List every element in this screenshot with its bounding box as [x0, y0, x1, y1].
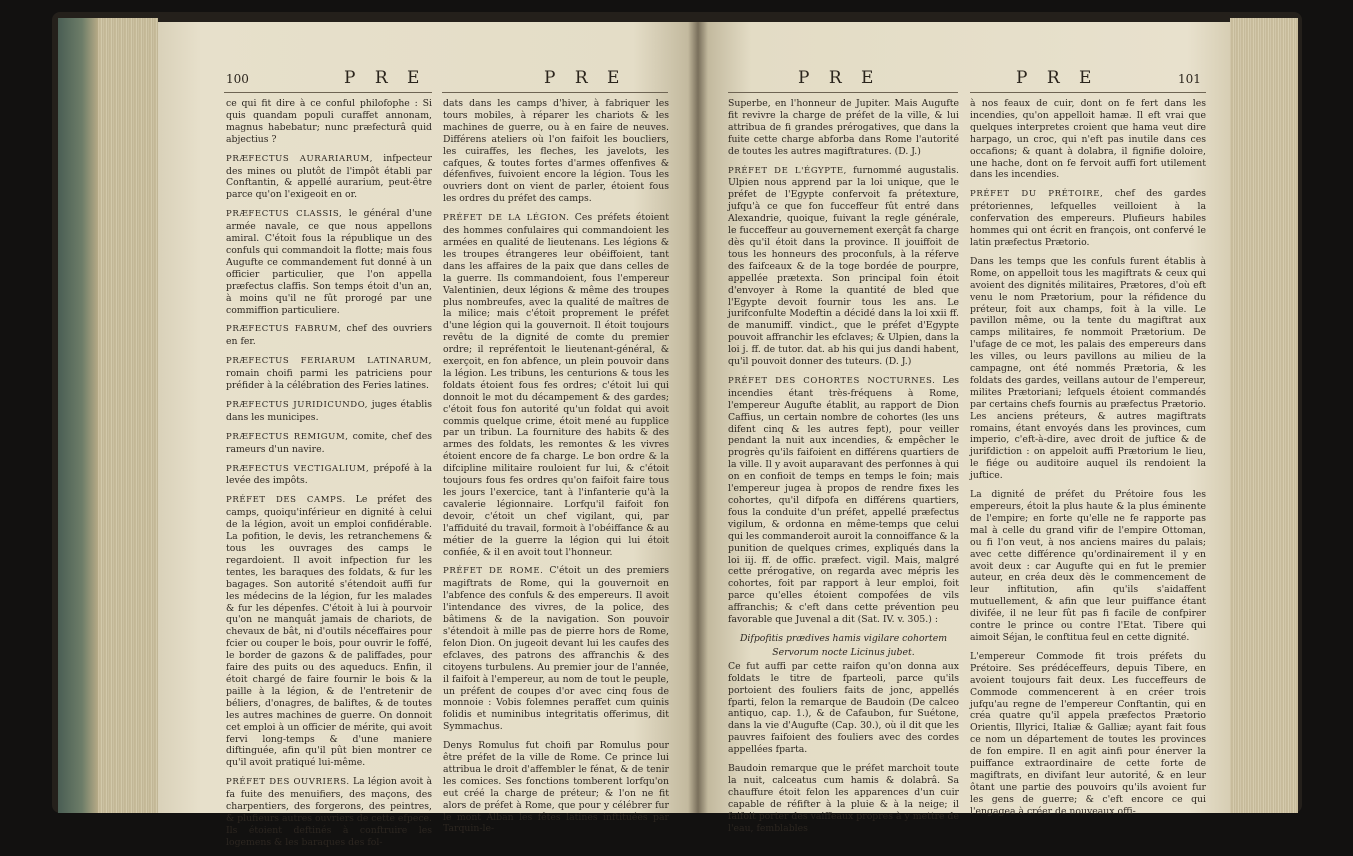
- entry-text: C'étoit un des premiers magiftrats de Rome, qui la gouvernoit en l'abfence des confuls & des empereurs. Il avoit l'intendance des vivres, de la police, des bâtimens & de la navigation. Son pouvoir s'étendoit à mille pas de pierre hors de Rome, felon Dion. On jugeoit devant lui les caufes des efclaves, des patrons des affranchis & des citoyens turbulens. Au premier jour de l'année, il faifoit à l'empereur, au nom de tout le peuple, un préfent de coupes d'or avec cinq fous de monnoie : Vobis folemnes peraffet cum quinis folidis et numinibus integritatis offerimus, dit Symmachus.: [443, 565, 669, 733]
- left-header-rule-2: [442, 92, 668, 93]
- article-paragraph: [226, 776, 432, 848]
- article-paragraph: [443, 565, 669, 733]
- entry-text: Ces préfets étoient des hommes confulaires qui commandoient les armées en qualité de lieutenans. Les légions & les troupes étrangeres leur obéiffoient, tant dans les affaires de la paix que dans celles de la guerre. Ils commandoient, fous l'empereur Valentinien, deux légions & même des troupes plus nombreufes, avec la qualité de maîtres de la milice; mais c'étoit proprement le préfet d'une légion qui la gouvernoit. Il étoit toujours revêtu de la dignité de comte du premier ordre; il repréfentoit le lieutenant-général, & exerçoit, en fon abfence, un plein pouvoir dans la légion. Les tribuns, les centurions & tous les foldats étoient fous fes ordres; c'étoit lui qui donnoit le mot du décampement & des gardes; c'étoit fous fon autorité qu'un foldat qui avoit commis quelque crime, étoit mené au fupplice par un tribun. La fourniture des habits & des armes des foldats, les remontes & les vivres étoient encore de fa charge. Le bon ordre & la difcipline militaire rouloient fur lui, & c'étoit toujours fous fes ordres qu'on faifoit faire tous les jours l'exercice, tant à l'infanterie qu'à la cavalerie légionnaire. Lorfqu'il faifoit fon devoir, c'étoit un chef vigilant, qui, par l'affiduité du travail, formoit à l'obéiffance & au métier de la guerre la légion qui lui étoit confiée, & il en avoit tout l'honneur.: [443, 212, 669, 558]
- entry-headword: PRÉFET DE LA LÉGION.: [443, 213, 570, 224]
- entry-text: Les incendies étant très-fréquens à Rome, l'empereur Augufte établit, au rapport de Dion Caffius, un certain nombre de cohortes (les uns difent cinq & les autres fept), pour veiller pendant la nuit aux incendies, & empêcher le progrès qu'ils faifoient en différens quartiers de la ville. Il y avoit auparavant des perfonnes à qui on en confioit de temps en temps le foin; mais l'empereur jugea à propos de rendre fixes les cohortes, qu'il difpofa en différens quartiers, fous la conduite d'un préfet, appellé præfectus vigilum, & ordonna en même-temps que celui qui les commanderoit auroit la connoiffance & la punition de quelques crimes, expliqués dans la loi iij. ff. de offic. præfect. vigil. Mais, malgré cette prérogative, on regarda avec mépris les cohortes, foit par rapport à leur emploi, foit parce qu'elles étoient compofées de vils affranchis; & c'eft dans cette prévention peu favorable que Juvenal a dit (Sat. IV. v. 305.) :: [728, 374, 959, 626]
- entry-text: La dignité de préfet du Prétoire fous les empereurs, étoit la plus haute & la plus éminente de l'empire; en forte qu'elle ne fe rapporte pas mal à celle du grand vifir de l'empire Ottoman, ou fi l'on veut, à nos anciens maires du palais; avec cette différence qu'ordinairement il y en avoit deux : car Augufte qui en fut le premier auteur, en créa deux dès le commencement de leur inftitution, afin qu'ils s'aidaffent mutuellement, & afin que leur puiffance étant divifée, il ne leur fût pas fi facile de confpirer contre le prince ou contre l'Etat. Tibere qui aimoit Séjan, le conftitua feul en cette dignité.: [970, 489, 1206, 643]
- entry-text: juges établis dans les municipes.: [226, 398, 432, 423]
- right-page-number: 101: [1178, 72, 1201, 86]
- right-page-edges: [1230, 18, 1298, 813]
- right-page: [698, 22, 1230, 834]
- entry-text: à nos feaux de cuir, dont on fe fert dans les incendies, qu'on appelloit hamæ. Il eft vrai que quelques interpretes croient que hama veut dire harpago, un croc, qui n'eft pas inutile dans ces occafions; & quant à dolabra, il fignifie doloire, une hache, dont on fe fervoit auffi fort utilement dans les incendies.: [970, 98, 1206, 181]
- entry-headword: PRÆFECTUS CLASSIS,: [226, 209, 343, 220]
- right-header-rule-2: [970, 92, 1206, 93]
- article-paragraph: [226, 323, 432, 348]
- entry-text: Denys Romulus fut choifi par Romulus pour être préfet de la ville de Rome. Ce prince lui attribua le droit d'affembler le fénat, & de tenir les comices. Ses fonctions tomberent lorfqu'on eut créé la charge de préteur; & l'on ne fit alors de préfet à Rome, que pour y célébrer fur le mont Alban les fêtes latines inftituées par Tarquin-le-: [443, 740, 669, 835]
- left-page-column-1: [226, 98, 432, 856]
- article-paragraph: [970, 188, 1206, 249]
- left-header-rule-1: [224, 92, 432, 93]
- entry-headword: PRÆFECTUS FABRUM,: [226, 324, 342, 335]
- article-paragraph: [226, 355, 432, 392]
- entry-text: Le préfet des camps, quoiqu'inférieur en dignité à celui de la légion, avoit un emploi confidérable. La pofition, le devis, les retranchemens & tous les ouvrages des camps le regardoient. Il avoit infpection fur les tentes, les baraques des foldats, & fur les bagages. Son autorité s'étendoit auffi fur les médecins de la légion, fur les malades & fur les dépenfes. C'étoit à lui à pourvoir qu'on ne manquât jamais de chariots, de chevaux de bât, ni d'outils néceffaires pour fcier ou couper le bois, pour ouvrir le foffé, le border de gazons & de paliffades, pour faire des puits ou des aqueducs. Enfin, il étoit chargé de faire fournir le bois & la paille à la légion, & de l'entretenir de béliers, d'onagres, de baliftes, & de toutes les autres machines de guerre. On donnoit cet emploi à un officier de mérite, qui avoit fervi long-temps & d'une maniere diftinguée, afin qu'il pût bien montrer ce qu'il avoit pratiqué lui-même.: [226, 494, 432, 769]
- entry-headword: PRÆFECTUS AURARIARUM,: [226, 153, 374, 164]
- right-page-column-2: [970, 98, 1206, 825]
- article-paragraph: [226, 153, 432, 202]
- left-page-column-2: [443, 98, 669, 842]
- article-paragraph: [226, 98, 432, 146]
- entry-headword: PRÆFECTUS JURIDICUNDO,: [226, 399, 369, 410]
- left-running-head-1: P R E: [344, 68, 427, 88]
- article-paragraph: [970, 489, 1206, 644]
- entry-text: Servorum nocte Licinus jubet.: [772, 646, 915, 658]
- entry-headword: PRÆFECTUS FERIARUM LATINARUM,: [226, 356, 432, 367]
- right-header-rule-1: [728, 92, 958, 93]
- article-paragraph: [443, 98, 669, 205]
- entry-text: prépofé à la levée des impôts.: [226, 462, 432, 487]
- right-running-head-2: P R E: [1016, 68, 1099, 88]
- article-paragraph: [970, 256, 1206, 482]
- entry-headword: PRÆFECTUS REMIGUM,: [226, 431, 349, 442]
- entry-headword: PRÉFET DES CAMPS.: [226, 495, 346, 506]
- article-paragraph: [728, 98, 959, 158]
- article-paragraph: [970, 98, 1206, 181]
- verse-quote: [728, 647, 959, 659]
- article-paragraph: [226, 431, 432, 456]
- article-paragraph: [226, 208, 432, 316]
- entry-text: infpecteur des mines ou plutôt de l'impôt établi par Conftantin, & appellé aurarium, peut-être parce qu'on l'exigeoit en or.: [226, 152, 432, 201]
- entry-text: ce qui fit dire à ce conful philofophe : Si quis quandam populi curaffet annonam, magnus habebatur; nunc præfecturâ quid abjectius ?: [226, 98, 432, 145]
- article-paragraph: [226, 463, 432, 488]
- entry-text: Baudoin remarque que le préfet marchoit toute la nuit, calceatus cum hamis & dolabrâ. Sa chauffure étoit felon les apparences d'un cuir capable de réfifter à la pluie & à la neige; il faifoit porter des vaiffeaux propres à y mettre de l'eau, femblables: [728, 763, 959, 834]
- entry-text: chef des ouvriers en fer.: [226, 323, 432, 348]
- article-paragraph: [443, 740, 669, 835]
- article-paragraph: [728, 661, 959, 756]
- left-page-edges: [58, 18, 158, 813]
- entry-text: dats dans les camps d'hiver, à fabriquer les tours mobiles, à réparer les chariots & les machines de guerre, ou à en faire de neuves. Différens ateliers où l'on faifoit les boucliers, les cuiraffes, les fleches, les javelots, les cafques, & toutes fortes d'armes offenfives & défenfives, fuivoient encore la légion. Tous les ouvriers dont on vient de parler, étoient fous les ordres du préfet des camps.: [443, 98, 669, 205]
- book-cover-edge: [58, 18, 98, 813]
- left-running-head-2: P R E: [544, 68, 627, 88]
- entry-text: comite, chef des rameurs d'un navire.: [226, 430, 432, 455]
- entry-text: romain choifi parmi les patriciens pour préfider à la célébration des Feries latines.: [226, 368, 432, 392]
- entry-text: La légion avoit à fa fuite des menuifiers, des maçons, des charpentiers, des forgerons, des peintres, & plufieurs autres ouvriers de cette efpece. Ils étoient deftinés à conftruire les logemens & les baraques des fol-: [226, 776, 432, 848]
- entry-text: Difpofitis prædives hamis vigilare cohortem: [739, 632, 948, 644]
- article-paragraph: [728, 375, 959, 626]
- entry-headword: PRÉFET DU PRÉTOIRE,: [970, 189, 1104, 200]
- entry-headword: PRÉFET DE ROME.: [443, 566, 544, 577]
- entry-headword: PRÉFET DES COHORTES NOCTURNES.: [728, 375, 936, 386]
- entry-text: Ce fut auffi par cette raifon qu'on donna aux foldats le titre de fparteoli, parce qu'ils portoient des fouliers faits de jonc, appellés fparti, felon la remarque de Baudoin (De calceo antiquo, cap. 1.), & de Cafaubon, fur Suétone, dans la vie d'Augufte (Cap. 30.), où il dit que les pauvres faifoient des fouliers avec des cordes appellées fparta.: [728, 660, 959, 756]
- entry-text: le général d'une armée navale, ce que nous appellons amiral. C'étoit fous la république un des confuls qui commandoit la flotte; mais fous Augufte ce commandement fut donné à un officier particulier, que l'on appella præfectus claffis. Son temps étoit d'un an, à moins qu'il ne fût prorogé par une commiffion particuliere.: [226, 208, 432, 316]
- left-page: [158, 22, 698, 848]
- verse-quote: [728, 633, 959, 645]
- article-paragraph: [443, 212, 669, 558]
- article-paragraph: [226, 399, 432, 424]
- right-running-head-1: P R E: [798, 68, 881, 88]
- article-paragraph: [970, 651, 1206, 818]
- entry-headword: PRÉFET DE L'ÉGYPTE,: [728, 165, 847, 176]
- entry-text: Dans les temps que les confuls furent établis à Rome, on appelloit tous les magiftrats & ceux qui avoient des dignités militaires, Prætores, d'où eft venu le nom Prætorium, pour la réfidence du préteur, foit aux champs, foit à la ville. Le pavillon même, ou la tente du magiftrat aux camps militaires, fe nommoit Prætorium. De l'ufage de ce mot, les palais des empereurs dans les villes, ou leurs pavillons au milieu de la campagne, ont été nommés Prætoria, & les foldats des gardes, veillans autour de l'empereur, milites Prætoriani; lefquels étoient commandés par certains chefs fournis au præfectus Prætorio. Les anciens préteurs, & autres magiftrats romains, étant envoyés dans les provinces, cum imperio, c'eft-à-dire, avec droit de juftice & de jurifdiction : on appeloit auffi Prætorium le lieu, le fiége ou auditoire auquel ils rendoient la juftice.: [970, 255, 1206, 482]
- entry-headword: PRÉFET DES OUVRIERS.: [226, 777, 350, 788]
- entry-text: Superbe, en l'honneur de Jupiter. Mais Augufte fit revivre la charge de préfet de la ville, & lui attribua de fi grandes prérogatives, que dans la fuite cette charge abforba dans Rome l'autorité de toutes les autres magiftratures. (D. J.): [728, 98, 959, 157]
- article-paragraph: [728, 165, 959, 368]
- book-gutter: [688, 22, 708, 813]
- right-page-column-1: [728, 98, 959, 841]
- entry-text: chef des gardes prétoriennes, lefquelles veilloient à la confervation des empereurs. Plufieurs habiles hommes qui ont écrit en françois, ont confervé le latin præfectus Prætorio.: [970, 188, 1206, 248]
- entry-headword: PRÆFECTUS VECTIGALIUM,: [226, 463, 370, 474]
- article-paragraph: [226, 494, 432, 769]
- entry-text: furnommé augustalis. Ulpien nous apprend par la loi unique, que le préfet de l'Egypte confervoit fa prétexture, jufqu'à ce que fon fucceffeur fût entré dans Alexandrie, quoique, fuivant la regle générale, le fucceffeur au gouvernement exerçât fa charge dès qu'il étoit dans la province. Il jouiffoit de tous les honneurs des proconfuls, à la réferve des faifceaux & de la toge bordée de pourpre, appellée prætexta. Son principal foin étoit d'envoyer à Rome la quantité de bled que l'Egypte devoit fournir tous les ans. Le jurifconfulte Modeftin a décidé dans la loi xxii ff. de manumiff. vindict., que le préfet d'Egypte pouvoit affranchir les efclaves; & Ulpien, dans la loi j. ff. de tutor. dat. ab his qui jus dandi habent, qu'il pouvoit donner des tuteurs. (D. J.): [728, 164, 959, 368]
- article-paragraph: [728, 763, 959, 834]
- entry-text: L'empereur Commode fit trois préfets du Prétoire. Ses prédéceffeurs, depuis Tibere, en avoient toujours fait deux. Les fucceffeurs de Commode commencerent à en créer trois jufqu'au regne de l'empereur Conftantin, qui en créa quatre qu'il appela præfectos Prætorio Orientis, Illyrici, Italiæ & Galliæ; ayant fait fous ce nom un département de toutes les provinces de fon empire. Il en agit ainfi pour énerver la puiffance extraordinaire de cette forte de magiftrats, en divifant leur autorité, & en leur ôtant une partie des pouvoirs qu'ils avoient fur les gens de guerre; & c'eft encore ce qui l'engagea à créer de nouveaux offi-: [970, 650, 1206, 817]
- left-page-number: 100: [226, 72, 249, 86]
